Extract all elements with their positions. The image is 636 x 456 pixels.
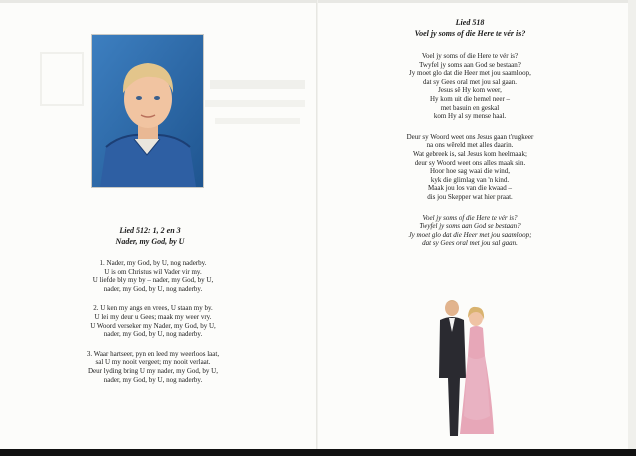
right-hymn-subtitle: Voel jy soms of die Here te vér is?	[414, 29, 526, 38]
right-stanza-2	[352, 133, 588, 202]
verse-line: kom Hy al sy mense haal.	[433, 112, 507, 121]
verse-line: Jy moet glo dat die Heer met jou saamloop,	[409, 69, 531, 78]
left-stanza-2	[36, 304, 270, 338]
verse-line: met basuin en geskal	[440, 103, 500, 112]
verse-line: Hoor hoe sag waai die wind,	[429, 167, 511, 176]
verse-line: U is om Christus wil Vader vir my.	[104, 267, 202, 276]
left-hymn-title: Lied 512: 1, 2 en 3	[119, 226, 181, 235]
couple-portrait-image	[430, 296, 500, 438]
verse-line: dis jou Skepper wat hier praat.	[427, 192, 513, 201]
verse-line: dat sy Gees oral met jou sal gaan.	[422, 77, 518, 86]
left-stanza-1	[36, 259, 270, 293]
verse-line: U lei my deur u Gees; maak my weer vry.	[94, 312, 212, 321]
verse-line: Voel jy soms of die Here te vér is?	[422, 213, 518, 222]
verse-line: Wat gebreek is, sal Jesus kom heelmaak;	[413, 149, 527, 158]
page-fold	[316, 0, 318, 449]
left-hymn-heading	[60, 225, 240, 247]
verse-line: Twyfel jy soms aan God se bestaan?	[419, 60, 521, 69]
verse-line: U liefde bly my by – nader, my God, by U,	[92, 276, 214, 285]
verse-line: U Woord verseker my Nader, my God, by U,	[90, 321, 216, 330]
right-hymn-title: Lied 518	[455, 18, 485, 27]
top-edge	[0, 0, 636, 3]
verse-line: kyk die glimlag van 'n kind.	[430, 175, 510, 184]
child-portrait-image	[92, 35, 203, 187]
bottom-edge-bar	[0, 449, 636, 456]
couple-portrait-photo	[430, 296, 500, 438]
verse-line: nader, my God, by U, nog naderby.	[103, 284, 203, 293]
right-edge	[628, 0, 636, 449]
verse-line: deur sy Woord weet ons alles maak sin.	[414, 158, 526, 167]
verse-line: Hy kom uit die hemel neer –	[429, 94, 511, 103]
left-hymn-subtitle: Nader, my God, by U	[115, 237, 185, 246]
verse-line: nader, my God, by U, nog naderby.	[103, 375, 203, 384]
verse-line: na ons wêreld met alles daarin.	[426, 141, 514, 150]
child-portrait-photo	[91, 34, 204, 188]
left-stanza-3	[36, 350, 270, 384]
right-hymn-verses	[352, 52, 588, 260]
verse-line: 2. U ken my angs en vrees, U staan my by.	[93, 304, 213, 313]
verse-line: Deur sy Woord weet ons Jesus gaan t'rugkeer	[406, 132, 534, 141]
verse-line: nader, my God, by U, nog naderby.	[103, 330, 203, 339]
verse-line: sal U my nooit vergeet; my nooit verlaat.	[95, 358, 211, 367]
verse-line: Maak jou los van die kwaad –	[428, 184, 512, 193]
verse-line: Voel jy soms of die Here te vér is?	[421, 52, 519, 60]
left-hymn-verses	[36, 259, 270, 395]
right-hymn-heading	[370, 17, 570, 39]
verse-line: 1. Nader, my God, by U, nog naderby.	[99, 259, 207, 267]
verse-line: Twyfel jy soms aan God se bestaan?	[419, 222, 521, 231]
verse-line: 3. Waar hartseer, pyn en leed my weerloos laat,	[86, 349, 220, 358]
verse-line: Deur lyding bring U my nader, my God, by U,	[88, 366, 218, 375]
verse-line: dat sy Gees oral met jou sal gaan.	[422, 239, 518, 248]
right-stanza-refrain	[352, 214, 588, 248]
verse-line: Jesus sê Hy kom weer,	[438, 86, 502, 95]
right-stanza-1	[352, 52, 588, 121]
verse-line: Jy moet glo dat die Heer met jou saamloop;	[408, 230, 532, 239]
